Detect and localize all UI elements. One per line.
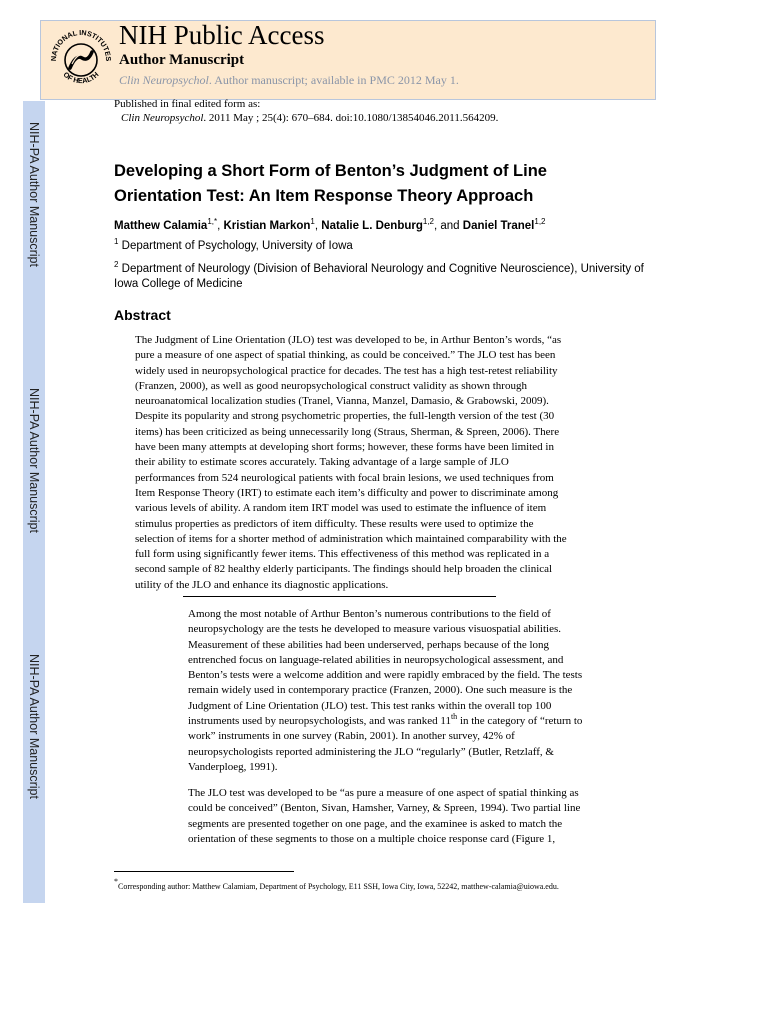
body-paragraph: Among the most notable of Arthur Benton’s numerous contributions to the field of neuropsychology are the tests he developed to measure various visuospatial abilities. Measurement of these abilities had been underserved, perhaps because of the long entrenched focus on language-related abilities in neuropsychological assessment, and Benton’s tests were a welcome addition and were rapidly embraced by the field. The tests remain widely used in contemporary practice (Franzen, 2000). One such measure is the Judgment of Line Orientation (JLO) test. This test ranks within the overall top 100 instruments used by neuropsychologists, and was ranked 11th in the category of “return to work” instruments in one survey (Rabin, 2001). In another survey, 42% of neuropsychologists reported administering the JLO “regularly” (Butler, Retzlaff, & Vanderploeg, 1991). bbox=[188, 608, 583, 773]
author-name: Matthew Calamia bbox=[114, 220, 208, 232]
journal-name: Clin Neuropsychol bbox=[119, 73, 209, 87]
author-affiliation-mark: 1,2 bbox=[422, 217, 434, 226]
sidebar-label: NIH-PA Author Manuscript bbox=[27, 387, 41, 533]
published-label: Published in final edited form as: bbox=[114, 98, 261, 110]
header-subtitle: Author Manuscript bbox=[119, 52, 245, 68]
citation-details: . 2011 May ; 25(4): 670–684. doi:10.1080/13854046.2011.564209. bbox=[203, 112, 499, 124]
header-title: NIH Public Access bbox=[119, 20, 325, 50]
availability-text: . Author manuscript; available in PMC 2012 May 1. bbox=[208, 73, 459, 87]
availability-line bbox=[119, 73, 459, 88]
sidebar-label: NIH-PA Author Manuscript bbox=[27, 121, 41, 267]
manuscript-sidebar bbox=[23, 101, 45, 903]
author-affiliation-mark: 1,2 bbox=[534, 217, 546, 226]
author-separator: , bbox=[217, 220, 224, 232]
citation bbox=[121, 111, 498, 126]
affiliation: $^1$ Department of Psychology, University of Iowa bbox=[114, 237, 353, 252]
author-affiliation-mark: 1 bbox=[310, 217, 315, 226]
abstract-text: The Judgment of Line Orientation (JLO) test was developed to be, in Arthur Benton’s words, “as pure a measure of one aspect of spatial thinking, as could be conceived.” The JLO test has been widely used in neuropsychological practice for decades. The test has a high test-retest reliability (Franzen, 2000), as well as good neuropsychological construct validity as shown through neuroanatomical localization studies (Tranel, Vianna, Manzel, Damasio, & Grabowski, 2009). Despite its popularity and strong psychometric properties, the full-length version of the test (30 items) has been criticized as being unnecessarily long (Straus, Sherman, & Spreen, 2006). There have been many attempts at developing short forms; however, these forms have been limited in their ability to estimate scores accurately. Taking advantage of a large sample of JLO performances from 524 neurological patients with focal brain lesions, we used techniques from Item Response Theory (IRT) to estimate each item’s difficulty and power to discriminate among various levels of ability. A random item IRT model was used to estimate the influence of item stimulus properties as predictors of item difficulty. These results were used to optimize the selection of items for a shorter method of administration which maintained comparability with the full form using significantly fewer items. This effectiveness of this method was replicated in a second sample of 82 healthy elderly participants. The findings should help broaden the clinical utility of the JLO and enhance its diagnostic applications. bbox=[135, 334, 567, 591]
footnote-divider bbox=[114, 871, 294, 872]
sidebar-label: NIH-PA Author Manuscript bbox=[27, 653, 41, 799]
svg-text:OF HEALTH: OF HEALTH bbox=[61, 69, 101, 86]
article-title: Developing a Short Form of Benton’s Judgment of Line Orientation Test: An Item Response Theory Approach bbox=[114, 162, 547, 205]
author-list bbox=[114, 217, 546, 232]
citation-journal: Clin Neuropsychol bbox=[121, 112, 204, 124]
affiliation: $^2$ Department of Neurology (Division of Behavioral Neurology and Cognitive Neuroscience), University of Iowa College of Medicine bbox=[114, 260, 644, 290]
author-separator: , bbox=[314, 220, 322, 232]
corresponding-author-footnote bbox=[114, 877, 634, 892]
author-affiliation-mark: 1,* bbox=[207, 217, 218, 226]
author-separator: , and bbox=[434, 220, 463, 232]
nih-seal-logo bbox=[46, 24, 116, 94]
footnote-mark: * bbox=[114, 877, 118, 886]
author-name: Natalie L. Denburg bbox=[321, 220, 423, 232]
author-name: Kristian Markon bbox=[223, 220, 311, 232]
body-paragraph: The JLO test was developed to be “as pure a measure of one aspect of spatial thinking as could be conceived” (Benton, Sivan, Hamsher, Varney, & Spreen, 1994). Two partial line segments are presented together on one page, and the examinee is asked to match the orientation of these segments to those on a multiple choice response card (Figure 1, bbox=[188, 787, 581, 845]
svg-text:NATIONAL INSTITUTES: NATIONAL INSTITUTES bbox=[48, 27, 114, 62]
author-name: Daniel Tranel bbox=[462, 220, 535, 232]
footnote-text: Corresponding author: Matthew Calamiam, Department of Psychology, E11 SSH, Iowa City, Iowa, 52242, matthew-calamia@uiowa.edu. bbox=[118, 882, 559, 891]
abstract-heading: Abstract bbox=[114, 307, 171, 323]
section-divider bbox=[183, 596, 496, 597]
